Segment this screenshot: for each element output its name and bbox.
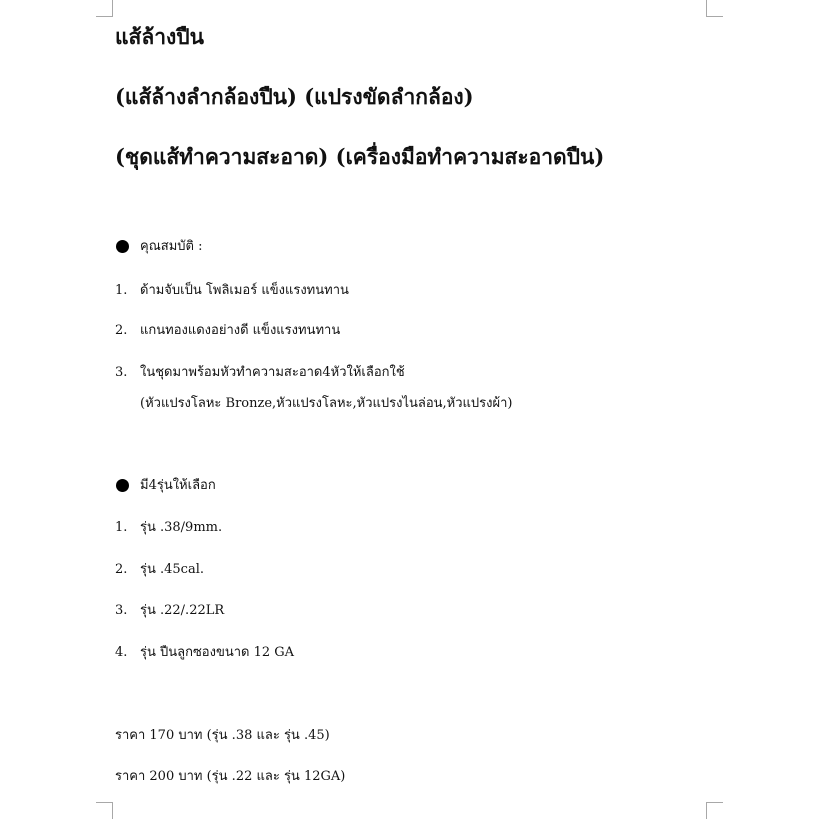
page-corner-mark-top-right <box>706 0 723 17</box>
title-line-1: แส้ล้างปืน <box>115 24 204 49</box>
feature-item: ในชุดมาพร้อมหัวทำความสะอาด4หัวให้เลือกใช้ <box>140 365 405 380</box>
models-heading: มี4รุ่นให้เลือก <box>140 478 216 493</box>
title-line-2: (แส้ล้างลำกล้องปืน) (แปรงขัดลำกล้อง) <box>115 84 474 109</box>
bullet-icon <box>116 479 129 492</box>
page-corner-mark-bottom-right <box>706 802 723 819</box>
page-corner-mark-bottom-left <box>96 802 113 819</box>
model-number: 3. <box>115 603 128 618</box>
feature-number: 3. <box>115 365 128 380</box>
feature-sub-note: (หัวแปรงโลหะ Bronze,หัวแปรงโลหะ,หัวแปรงไนล่อน,หัวแปรงผ้า) <box>140 396 513 411</box>
price-line: ราคา 200 บาท (รุ่น .22 และ รุ่น 12GA) <box>115 769 346 784</box>
model-number: 1. <box>115 520 128 535</box>
features-heading: คุณสมบัติ : <box>140 239 203 254</box>
feature-number: 1. <box>115 283 128 298</box>
model-item: รุ่น ปืนลูกซองขนาด 12 GA <box>140 645 295 660</box>
title-line-3: (ชุดแส้ทำความสะอาด) (เครื่องมือทำความสะอาดปืน) <box>115 144 605 169</box>
model-item: รุ่น .45cal. <box>140 562 204 577</box>
feature-item: ด้ามจับเป็น โพลิเมอร์ แข็งแรงทนทาน <box>140 283 349 298</box>
page-corner-mark-top-left <box>96 0 113 17</box>
price-line: ราคา 170 บาท (รุ่น .38 และ รุ่น .45) <box>115 728 330 743</box>
model-number: 2. <box>115 562 128 577</box>
model-number: 4. <box>115 645 128 660</box>
model-item: รุ่น .22/.22LR <box>140 603 225 618</box>
feature-item: แกนทองแดงอย่างดี แข็งแรงทนทาน <box>140 323 341 338</box>
bullet-icon <box>116 240 129 253</box>
model-item: รุ่น .38/9mm. <box>140 520 223 535</box>
feature-number: 2. <box>115 323 128 338</box>
